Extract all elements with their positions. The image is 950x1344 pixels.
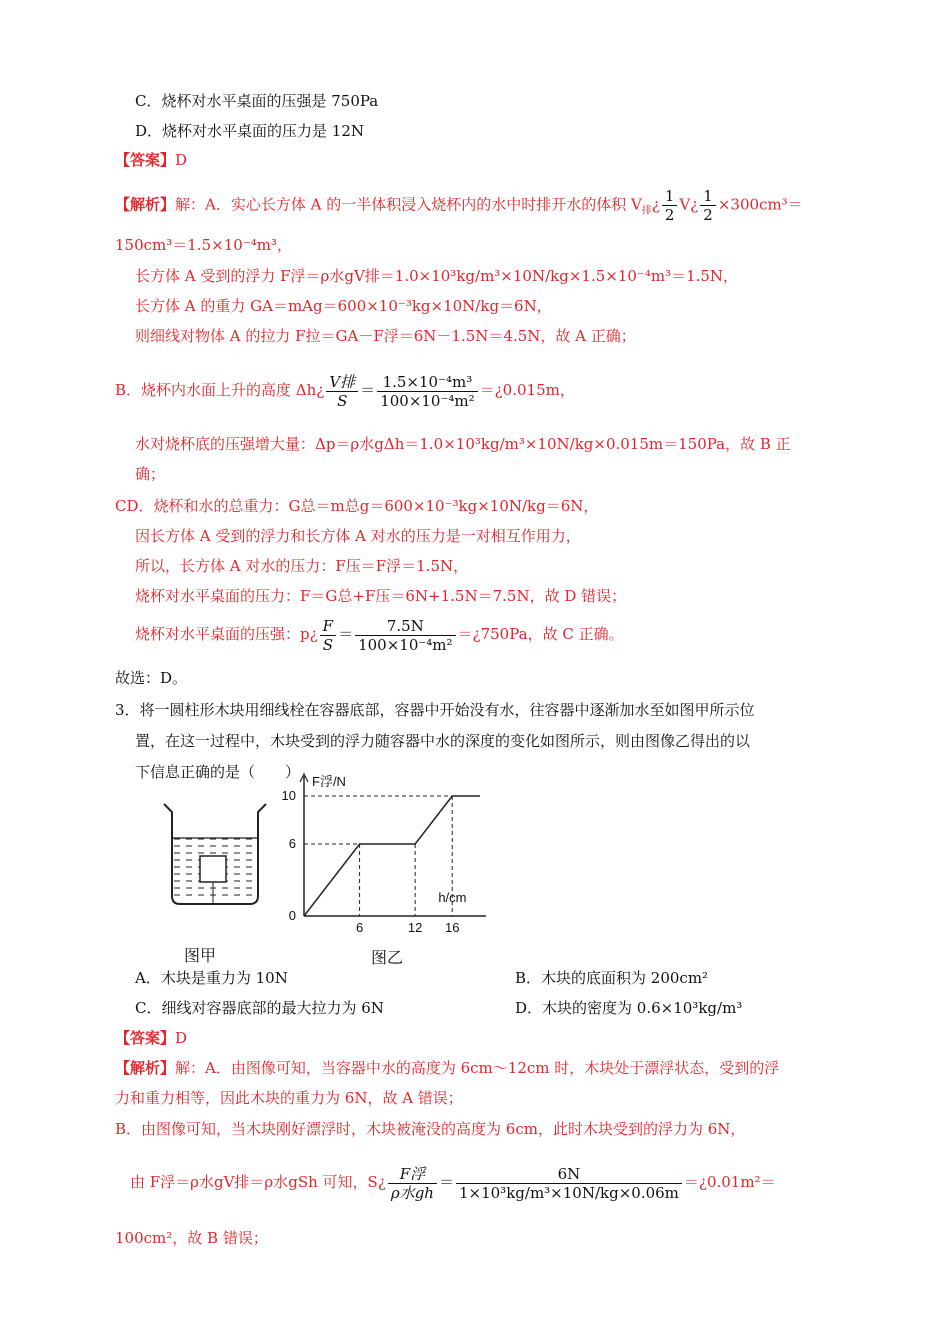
fraction-v-over-s: $\frac{\text{V排}}{S}$	[326, 373, 358, 410]
figure-yi-caption: 图乙	[371, 950, 404, 967]
analysis-text: ＝¿750Pa，故 C 正确。	[457, 625, 624, 643]
q3-analysis-b-line-1: B．由图像可知，当木块刚好漂浮时，木块被淹没的高度为 6cm，此时木块受到的浮力为 6N，	[115, 1120, 746, 1138]
q2-choose: 故选：D。	[115, 669, 188, 687]
beaker-figure	[160, 800, 270, 910]
q3-stem-line-1: 3．将一圆柱形木块用细线栓在容器底部，容器中开始没有水，往容器中逐渐加水至如图甲所示位	[115, 701, 755, 719]
q2-analysis-b-line-3: 确；	[135, 465, 166, 483]
equals: ＝	[438, 1173, 454, 1191]
buoyancy-chart	[280, 766, 490, 941]
y-tick-label: 6	[288, 836, 296, 851]
fraction-value: $\frac{6N}{\text{1×10³kg/m³×10N/kg×0.06m}}$	[456, 1165, 682, 1202]
analysis-text: ＝¿0.015m，	[479, 381, 575, 399]
q2-analysis-cd-line-5	[135, 614, 624, 654]
q2-analysis-line-4: 长方体 A 的重力 GA＝mAg＝600×10⁻³kg×10N/kg＝6N，	[135, 297, 552, 315]
equals: ＝	[360, 381, 376, 399]
q2-analysis-line-3: 长方体 A 受到的浮力 F浮＝ρ水gV排＝1.0×10³kg/m³×10N/kg×1.5×10⁻⁴m³＝1.5N，	[135, 267, 739, 285]
analysis-text: 解：A．实心长方体 A 的一半体积浸入烧杯内的水中时排开水的体积 V	[175, 195, 642, 214]
x-axis-label: h/cm	[438, 890, 467, 905]
fraction-half: $\frac{1}{2}$	[700, 187, 716, 224]
answer-value: D	[175, 151, 188, 169]
y-axis-label: F浮/N	[312, 774, 346, 789]
equals: ＝	[338, 625, 354, 643]
q3-analysis-b-line-2	[130, 1160, 776, 1204]
fraction-half: $\frac{1}{2}$	[662, 187, 678, 224]
q3-analysis-b-line-3: 100cm²，故 B 错误；	[115, 1229, 268, 1247]
fraction-value: $\frac{7.5N}{\text{100×10⁻⁴m²}}$	[355, 617, 455, 654]
q2-option-c: C．烧杯对水平桌面的压强是 750Pa	[135, 92, 379, 110]
fraction-value: $\frac{\text{1.5×10⁻⁴m³}}{\text{100×10⁻⁴m²}}$	[377, 373, 477, 410]
q3-option-c: C．细线对容器底部的最大拉力为 6N	[135, 999, 384, 1017]
q3-option-b: B．木块的底面积为 200cm²	[515, 969, 709, 987]
analysis-label: 【解析】	[115, 1059, 176, 1077]
analysis-text: ¿	[651, 195, 660, 214]
q2-analysis-line-1	[115, 187, 803, 227]
q2-analysis-cd-line-3: 所以，长方体 A 对水的压力：F压＝F浮＝1.5N，	[135, 557, 469, 575]
analysis-text: 解：A．由图像可知，当容器中水的高度为 6cm～12cm 时，木块处于漂浮状态，受到的浮	[175, 1059, 780, 1077]
analysis-text: ＝¿0.01m²＝	[683, 1173, 776, 1191]
q3-option-d: D．木块的密度为 0.6×10³kg/m³	[515, 999, 743, 1017]
analysis-text: V¿	[679, 195, 699, 214]
wood-block	[200, 856, 226, 882]
answer-label: 【答案】	[115, 1029, 176, 1047]
q3-analysis-line-2: 力和重力相等，因此木块的重力为 6N，故 A 错误；	[115, 1089, 463, 1107]
x-tick-label: 12	[407, 920, 423, 935]
answer-label: 【答案】	[115, 151, 176, 169]
q2-analysis-cd-line-4: 烧杯对水平桌面的压力：F＝G总+F压＝6N+1.5N＝7.5N，故 D 错误；	[135, 587, 627, 605]
fraction-f-over-s: $\frac{F}{S}$	[320, 617, 336, 654]
q3-analysis-line-1	[115, 1057, 779, 1079]
q3-stem-line-2: 置，在这一过程中，木块受到的浮力随容器中水的深度的变化如图所示，则由图像乙得出的以	[135, 732, 751, 750]
q3-option-a: A．木块是重力为 10N	[135, 969, 288, 987]
q2-analysis-b-line-2: 水对烧杯底的压强增大量：Δp＝ρ水gΔh＝1.0×10³kg/m³×10N/kg×0.015m＝150Pa，故 B 正	[135, 435, 791, 453]
q2-analysis-line-2: 150cm³＝1.5×10⁻⁴m³，	[115, 236, 292, 254]
q2-answer	[115, 149, 187, 171]
q3-answer	[115, 1027, 187, 1049]
q2-analysis-cd-line-2: 因长方体 A 受到的浮力和长方体 A 对水的压力是一对相互作用力，	[135, 527, 581, 545]
analysis-label: 【解析】	[115, 195, 176, 214]
q2-analysis-cd-line-1: CD．烧杯和水的总重力：G总＝m总g＝600×10⁻³kg×10N/kg＝6N，	[115, 497, 599, 515]
analysis-text: B．烧杯内水面上升的高度 Δh¿	[115, 381, 325, 399]
q2-option-d: D．烧杯对水平桌面的压力是 12N	[135, 122, 365, 140]
fraction-f-over-rho-gh: $\frac{\text{F浮}}{\text{ρ水gh}}$	[388, 1165, 437, 1202]
q3-stem-line-3: 下信息正确的是（ ）	[135, 763, 301, 781]
subscript: 排	[641, 205, 652, 217]
x-tick-label: 6	[355, 920, 364, 935]
q2-analysis-line-5: 则细线对物体 A 的拉力 F拉＝GA－F浮＝6N－1.5N＝4.5N，故 A 正确；	[135, 327, 636, 345]
y-tick-label: 0	[288, 908, 296, 923]
analysis-text: ×300cm³＝	[717, 195, 803, 214]
x-tick-label: 16	[444, 920, 460, 935]
figure-jia-caption: 图甲	[184, 948, 217, 965]
answer-value: D	[175, 1029, 188, 1047]
analysis-text: 由 F浮＝ρ水gV排＝ρ水gSh 可知，S¿	[130, 1173, 386, 1191]
q2-analysis-b-line-1	[115, 370, 575, 410]
y-tick-label: 10	[281, 788, 296, 803]
analysis-text: 烧杯对水平桌面的压强：p¿	[135, 625, 318, 643]
